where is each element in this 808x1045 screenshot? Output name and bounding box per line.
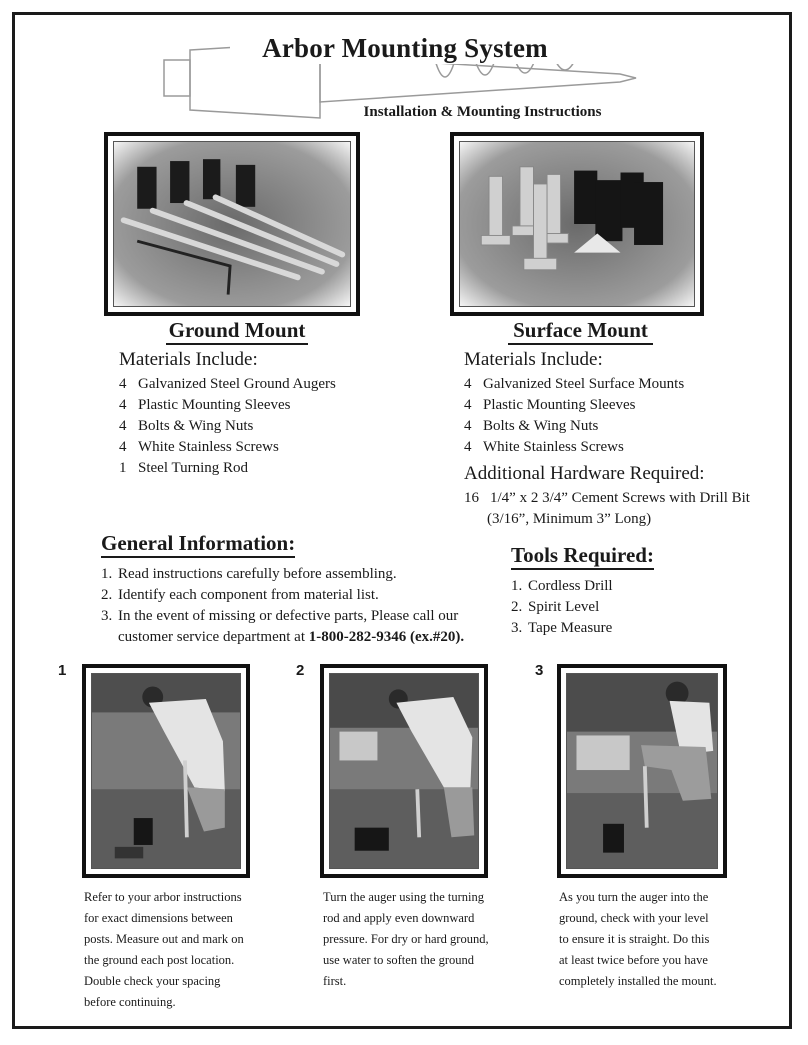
ground-mount-photo bbox=[104, 132, 360, 316]
list-item: 4 Plastic Mounting Sleeves bbox=[119, 397, 291, 413]
tools-heading: Tools Required: bbox=[511, 543, 654, 570]
tools-list bbox=[511, 576, 613, 639]
step-3-caption: As you turn the auger into the ground, check with your level to ensure it is straight. Do this at least twice before you have completely installed the mount. bbox=[559, 890, 717, 988]
ground-materials-list bbox=[119, 374, 336, 479]
general-info-list bbox=[101, 564, 464, 648]
list-item: 1. Read instructions carefully before assembling. bbox=[101, 566, 397, 582]
list-item: 4 White Stainless Screws bbox=[464, 439, 624, 455]
phone-number: 1-800-282-9346 (ex.#20). bbox=[308, 629, 465, 645]
page-subtitle: Installation & Mounting Instructions bbox=[340, 104, 625, 121]
ground-mount-heading: Ground Mount bbox=[166, 318, 308, 345]
list-item: 4 Galvanized Steel Surface Mounts bbox=[464, 376, 685, 392]
surface-materials-list bbox=[464, 374, 684, 458]
list-item: 3. In the event of missing or defective parts, Please call our customer service department at 1-800-282-9346 (ex.#20). bbox=[101, 608, 465, 645]
step-2-caption: Turn the auger using the turning rod and apply even downward pressure. For dry or hard ground, use water to soften the ground first. bbox=[323, 890, 489, 988]
list-item: 4 Galvanized Steel Ground Augers bbox=[119, 376, 336, 392]
step-1-number: 1 bbox=[58, 662, 67, 679]
list-item: 2. Identify each component from material list. bbox=[101, 587, 379, 603]
general-info-heading: General Information: bbox=[101, 531, 295, 558]
surface-mount-photo bbox=[450, 132, 704, 316]
step-2-photo bbox=[320, 664, 488, 878]
additional-hardware-label: Additional Hardware Required: bbox=[464, 463, 705, 484]
list-item: 1. Cordless Drill bbox=[511, 578, 613, 594]
step-2-number: 2 bbox=[296, 662, 305, 679]
page-title: Arbor Mounting System bbox=[230, 33, 580, 64]
list-item: 4 White Stainless Screws bbox=[119, 439, 279, 455]
additional-hardware-item: 16 1/4” x 2 3/4” Cement Screws with Drill Bit bbox=[464, 490, 750, 506]
list-item: 2. Spirit Level bbox=[511, 599, 600, 615]
ground-materials-label: Materials Include: bbox=[119, 349, 258, 370]
step-3-number: 3 bbox=[535, 662, 544, 679]
list-item: 4 Bolts & Wing Nuts bbox=[464, 418, 599, 434]
step-1-photo bbox=[82, 664, 250, 878]
surface-mount-heading: Surface Mount bbox=[508, 318, 653, 345]
surface-materials-label: Materials Include: bbox=[464, 349, 603, 370]
additional-hardware-note: (3/16”, Minimum 3” Long) bbox=[487, 511, 652, 527]
list-item: 3. Tape Measure bbox=[511, 620, 613, 636]
list-item: 4 Bolts & Wing Nuts bbox=[119, 418, 254, 434]
list-item: 4 Plastic Mounting Sleeves bbox=[464, 397, 636, 413]
list-item: 1 Steel Turning Rod bbox=[119, 460, 249, 476]
step-3-photo bbox=[557, 664, 727, 878]
step-1-caption: Refer to your arbor instructions for exact dimensions between posts. Measure out and mark on the ground each post location. Double check your spacing before continuing. bbox=[84, 890, 244, 1009]
